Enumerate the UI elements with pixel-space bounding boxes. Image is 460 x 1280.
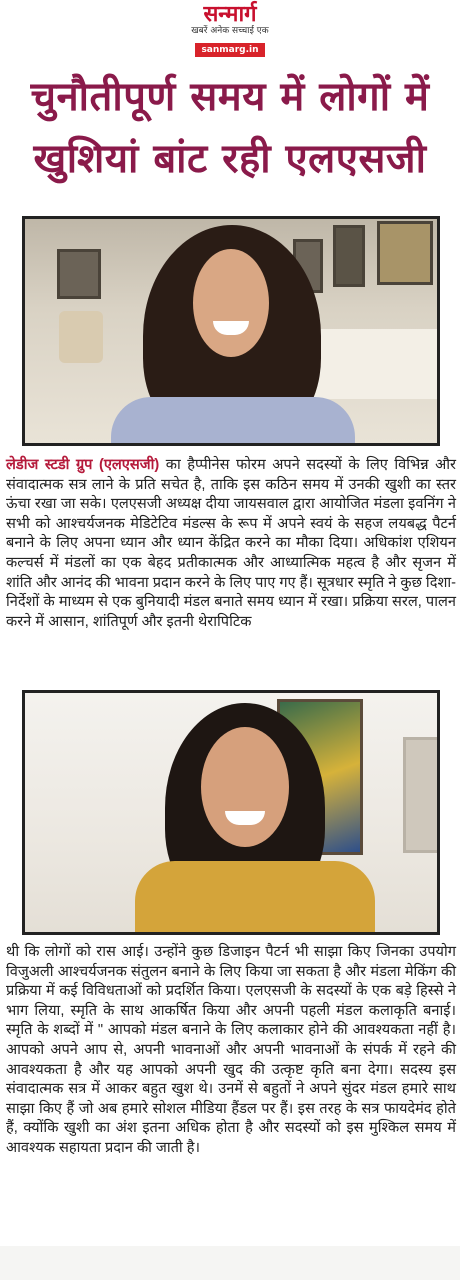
- wall-painting-right-2: [333, 225, 365, 287]
- wall-painting-left: [57, 249, 101, 299]
- person-2-top: [135, 861, 375, 935]
- person-2-face: [201, 727, 289, 847]
- article-lead: लेडीज स्टडी ग्रुप (एलएसजी): [6, 457, 160, 473]
- article-body-part-2: [6, 943, 456, 1159]
- article-paragraph-1: [6, 456, 456, 632]
- headline-line-1: चुनौतीपूर्ण समय में लोगों में: [30, 74, 430, 120]
- wall-painting-right-3: [377, 221, 433, 285]
- person-1-top: [111, 397, 355, 446]
- brand-tagline: खबरें अनेक सच्चाई एक: [191, 26, 269, 36]
- article-photo-1: [22, 216, 440, 446]
- article-photo-2: [22, 690, 440, 935]
- page-footer-band: [0, 1246, 460, 1280]
- brand-logo[interactable]: [191, 2, 268, 57]
- masthead: [0, 0, 460, 60]
- article-paragraph-1-text: का हैप्पीनेस फोरम अपने सदस्यों के लिए विभिन्न और संवादात्मक सत्र लाने के प्रति सचेत है, ताकि इस कठिन समय में उनकी खुशी का स्तर ऊंचा रखा जा सके। एलएसजी अध्यक्ष दीया जायसवाल द्वारा आयोजित मंडला इवनिंग ने सभी को आश्चर्यजनक मेडिटेटिव मंडल्स के रूप में अपने स्वयं के सहज लयबद्ध पैटर्न बनाने के लिए अपना ध्यान और ध्यान केंद्रित करने का मौका दिया। अधिकांश एशियन कल्चर्स में मंडलों का एक बेहद प्रतीकात्मक और आध्यात्मिक महत्व है और सृजन में शांति और आनंद की भावना प्रदान करने के लिए पाए गए हैं। सूत्रधार स्मृति ने कुछ दिशा-निर्देशों के माध्यम से एक बुनियादी मंडल बनाते समय ध्यान में रखा। प्रक्रिया सरल, पालन करने में आसान, शांतिपूर्ण और इतनी थेरापिटिक: [6, 457, 457, 630]
- armchair: [59, 311, 103, 363]
- brand-url: sanmarg.in: [195, 43, 264, 57]
- article-body-part-1: [6, 456, 456, 632]
- headline-line-2: खुशियां बांट रही एलएसजी: [33, 136, 427, 182]
- article-paragraph-2: थी कि लोगों को रास आई। उन्होंने कुछ डिजाइन पैटर्न भी साझा किए जिनका उपयोग विजुअली आश्चर्यजनक संतुलन बनाने के लिए किया जा सकता है और मंडला मेकिंग की प्रक्रिया में कई विविधताओं को प्रदर्शित किया। एलएसजी के सदस्यों के एक बड़े हिस्से ने भाग लिया, स्मृति के साथ आकर्षित किया और अपनी पहली मंडल कलाकृति बनाई। स्मृति के शब्दों में " आपको मंडल बनाने के लिए कलाकार होने की आवश्यकता नहीं है। आपको अपने आप से, अपनी भावनाओं और अपनी भावनाओं के संपर्क में रहने की आवश्यकता है और यह आपको अपनी खुद की उत्कृष्ट कृति बना देगा। सदस्य इस संवादात्मक सत्र में आकर बहुत खुश थे। उनमें से बहुतों ने अपने सुंदर मंडल हमारे साथ साझा किए हैं जो अब हमारे सोशल मीडिया हैंडल पर हैं। इस तरह के सत्र फायदेमंद होते हैं, क्योंकि खुशी का अंश इतना अधिक होता है और सदस्यों को इस मुश्किल समय में आवश्यक सहायता प्रदान की जाती है।: [6, 944, 456, 1156]
- headline: [0, 66, 460, 190]
- person-1-face: [193, 249, 269, 357]
- brand-name: सन्मार्ग: [203, 1, 257, 27]
- wall-painting-small: [403, 737, 440, 853]
